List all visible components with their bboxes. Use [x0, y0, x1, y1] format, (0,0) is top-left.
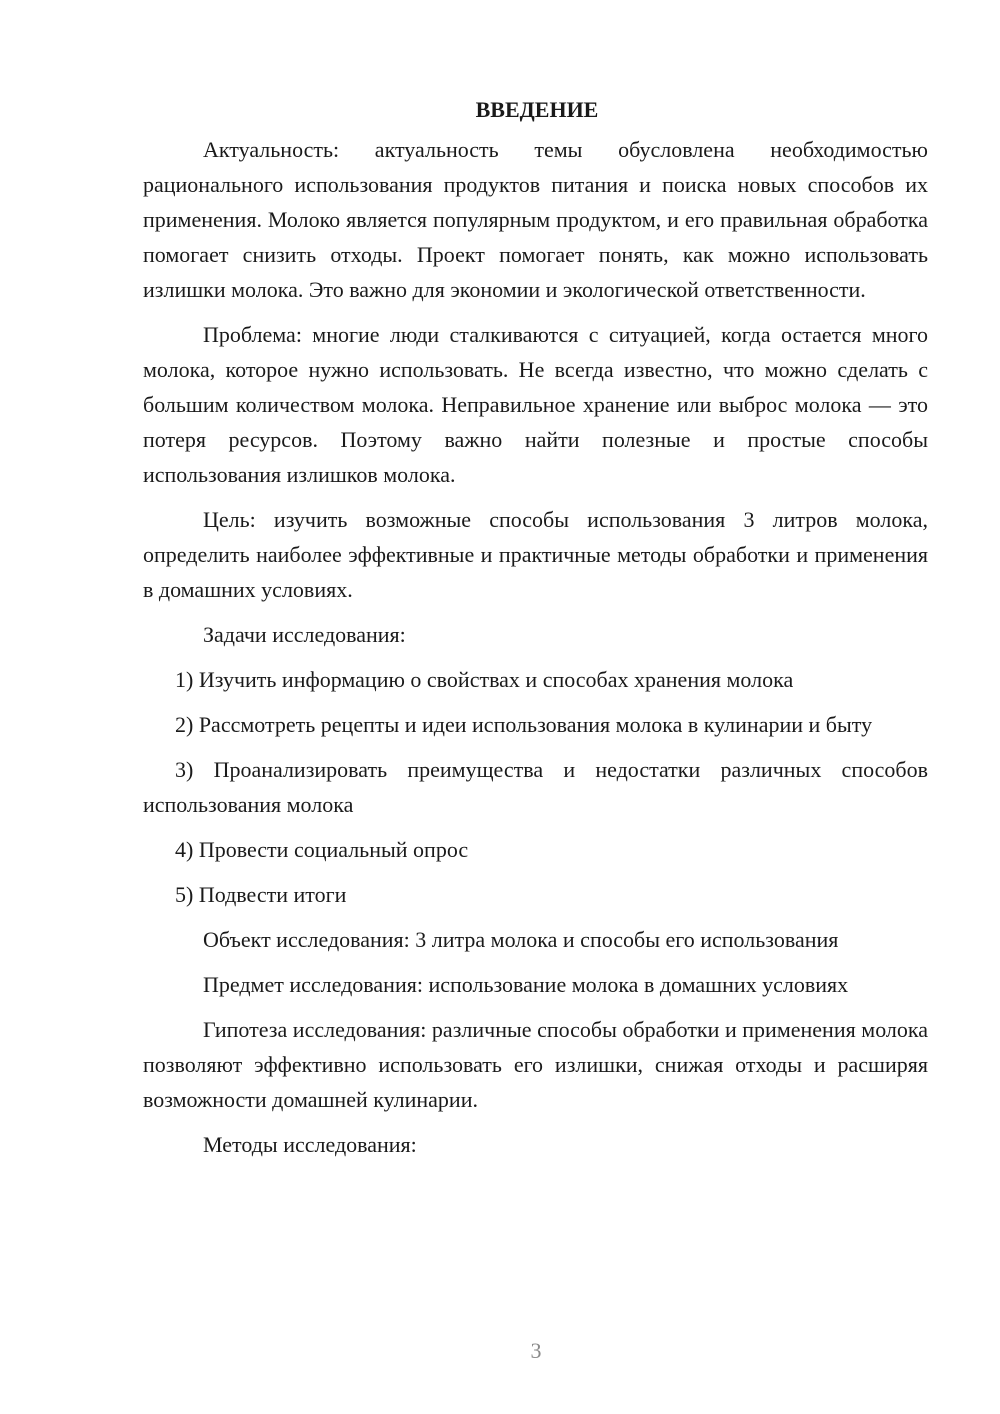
task-item: 3) Проанализировать преимущества и недостатки различных способов использования молока [143, 757, 928, 817]
task-item: 2) Рассмотреть рецепты и идеи использования молока в кулинарии и быту [175, 712, 873, 737]
task-item: 4) Провести социальный опрос [175, 837, 469, 862]
section-heading: ВВЕДЕНИЕ [475, 97, 599, 122]
paragraph-object: Объект исследования: 3 литра молока и способы его использования [203, 927, 839, 952]
page-number: 3 [530, 1338, 542, 1363]
page-content [143, 92, 928, 1162]
paragraph-problem: Проблема: многие люди сталкиваются с ситуацией, когда остается много молока, которое нужно использовать. Не всегда известно, что можно сделать с большим количеством молока. Неправильное хранение или выброс молока — это потеря ресурсов. Поэтому важно найти полезные и простые способы использования излишков молока. [143, 322, 928, 487]
tasks-list [143, 662, 928, 912]
paragraph-subject: Предмет исследования: использование молока в домашних условиях [203, 972, 849, 997]
paragraph-relevance: Актуальность: актуальность темы обусловлена необходимостью рационального использования продуктов питания и поиска новых способов их применения. Молоко является популярным продуктом, и его правильная обработка помогает снизить отходы. Проект помогает понять, как можно использовать излишки молока. Это важно для экономии и экологической ответственности. [143, 137, 928, 302]
paragraph-tasks-intro: Задачи исследования: [203, 622, 406, 647]
paragraph-hypothesis: Гипотеза исследования: различные способы обработки и применения молока позволяют эффективно использовать его излишки, снижая отходы и расширяя возможности домашней кулинарии. [143, 1017, 928, 1112]
paragraph-goal: Цель: изучить возможные способы использования 3 литров молока, определить наиболее эффективные и практичные методы обработки и применения в домашних условиях. [143, 507, 928, 602]
task-item: 1) Изучить информацию о свойствах и способах хранения молока [175, 667, 794, 692]
task-item: 5) Подвести итоги [175, 882, 347, 907]
paragraph-methods: Методы исследования: [203, 1132, 417, 1157]
